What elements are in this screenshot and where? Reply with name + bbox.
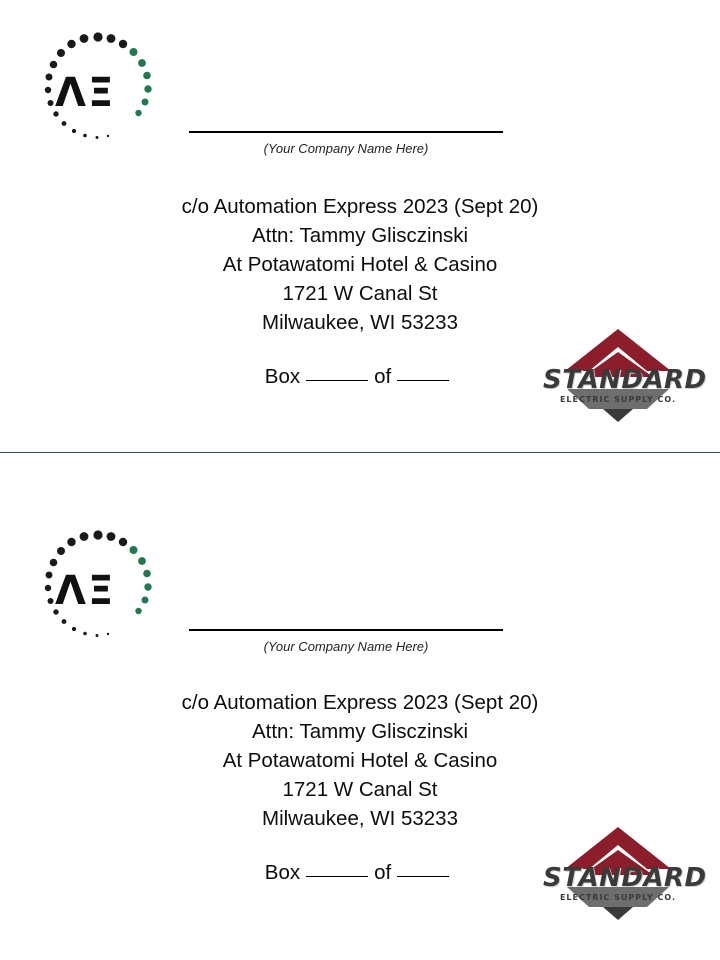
address-line: Attn: Tammy Glisczinski bbox=[251, 224, 469, 247]
box-total-blank[interactable] bbox=[397, 380, 449, 381]
address-block bbox=[0, 192, 720, 337]
address-line: Milwaukee, WI 53233 bbox=[262, 311, 458, 334]
automation-express-monogram: ΛΞ bbox=[55, 70, 116, 116]
standard-electric-tagline: ELECTRIC SUPPLY CO. bbox=[559, 395, 677, 404]
address-line: 1721 W Canal St bbox=[282, 282, 438, 305]
shipping-label-2 bbox=[0, 498, 720, 948]
automation-express-logo bbox=[33, 25, 163, 155]
address-line: c/o Automation Express 2023 (Sept 20) bbox=[181, 195, 539, 218]
address-line: At Potawatomi Hotel & Casino bbox=[222, 253, 498, 276]
standard-electric-wordmark: STANDARD bbox=[543, 365, 707, 395]
address-line: Attn: Tammy Glisczinski bbox=[251, 720, 469, 743]
of-label: of bbox=[374, 861, 392, 884]
address-line: 1721 W Canal St bbox=[282, 778, 438, 801]
company-name-caption: (Your Company Name Here) bbox=[263, 639, 429, 654]
address-line: At Potawatomi Hotel & Casino bbox=[222, 749, 498, 772]
standard-electric-wordmark: STANDARD bbox=[543, 863, 707, 893]
box-number-blank[interactable] bbox=[306, 380, 368, 381]
company-name-rule bbox=[189, 629, 503, 631]
box-label: Box bbox=[264, 365, 301, 388]
box-number-blank[interactable] bbox=[306, 876, 368, 877]
address-line: Milwaukee, WI 53233 bbox=[262, 807, 458, 830]
address-block bbox=[0, 688, 720, 833]
company-name-rule bbox=[189, 131, 503, 133]
address-line: c/o Automation Express 2023 (Sept 20) bbox=[181, 691, 539, 714]
standard-electric-supply-logo bbox=[543, 823, 707, 923]
automation-express-monogram: ΛΞ bbox=[55, 568, 116, 614]
standard-electric-tagline: ELECTRIC SUPPLY CO. bbox=[559, 893, 677, 902]
standard-electric-supply-logo bbox=[543, 325, 707, 425]
shipping-label-1 bbox=[0, 0, 720, 450]
company-name-caption: (Your Company Name Here) bbox=[263, 141, 429, 156]
automation-express-logo bbox=[33, 523, 163, 653]
box-label: Box bbox=[264, 861, 301, 884]
of-label: of bbox=[374, 365, 392, 388]
label-divider bbox=[0, 452, 720, 453]
box-total-blank[interactable] bbox=[397, 876, 449, 877]
